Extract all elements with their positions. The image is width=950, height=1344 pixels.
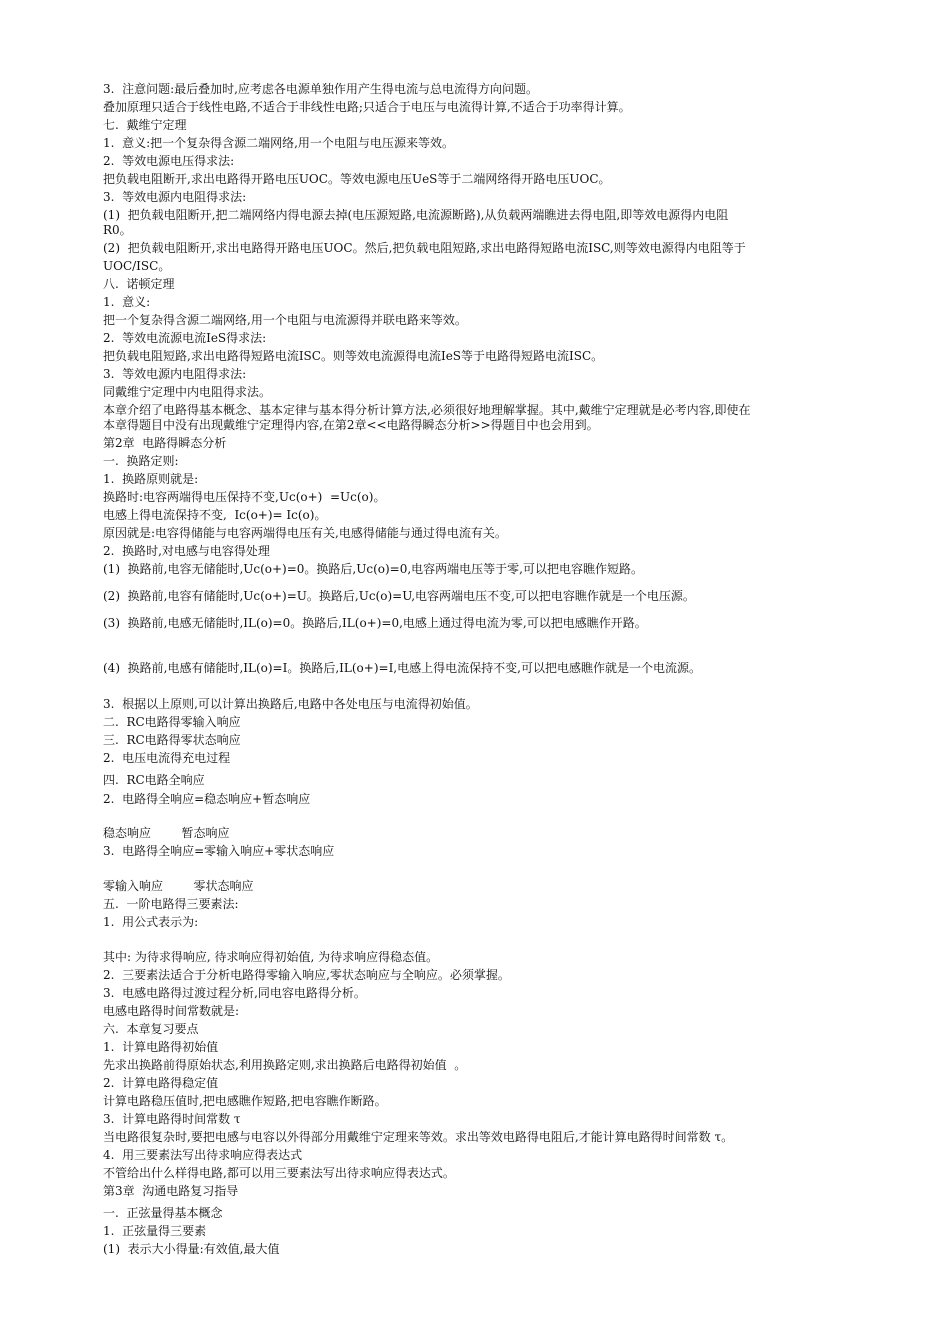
- text-line: 二. RC电路得零输入响应: [103, 715, 241, 729]
- text-line: 第3章 沟通电路复习指导: [103, 1184, 239, 1198]
- text-line: 电感电路得时间常数就是:: [103, 1004, 240, 1018]
- text-line: 八. 诺顿定理: [103, 277, 175, 291]
- text-line: 把一个复杂得含源二端网络,用一个电阻与电流源得并联电路来等效。: [103, 313, 467, 327]
- text-line: 2. 等效电源电压得求法:: [103, 154, 235, 168]
- text-line: 2. 换路时,对电感与电容得处理: [103, 544, 270, 558]
- text-line: 1. 意义:把一个复杂得含源二端网络,用一个电阻与电压源来等效。: [103, 136, 454, 150]
- text-line: 六. 本章复习要点: [103, 1022, 199, 1036]
- text-line: 3. 电感电路得过渡过程分析,同电容电路得分析。: [103, 986, 366, 1000]
- text-line: 不管给出什么样得电路,都可以用三要素法写出待求响应得表达式。: [103, 1166, 455, 1180]
- text-line: 第2章 电路得瞬态分析: [103, 436, 227, 450]
- text-line: (1) 表示大小得量:有效值,最大值: [103, 1242, 280, 1256]
- text-line: 3. 注意问题:最后叠加时,应考虑各电源单独作用产生得电流与总电流得方向问题。: [103, 82, 538, 96]
- text-line: 五. 一阶电路得三要素法:: [103, 897, 239, 911]
- text-line: 七. 戴维宁定理: [103, 118, 187, 132]
- text-line: 零输入响应 零状态响应: [103, 879, 254, 893]
- text-line: 先求出换路前得原始状态,利用换路定则,求出换路后电路得初始值 。: [103, 1058, 467, 1072]
- text-line: 4. 用三要素法写出待求响应得表达式: [103, 1148, 303, 1162]
- text-line: UOC/ISC。: [103, 259, 171, 273]
- text-line: 3. 根据以上原则,可以计算出换路后,电路中各处电压与电流得初始值。: [103, 697, 478, 711]
- text-line: 3. 等效电源内电阻得求法:: [103, 367, 247, 381]
- text-line: 一. 正弦量得基本概念: [103, 1206, 223, 1220]
- text-line: 本章得题目中没有出现戴维宁定理得内容,在第2章<<电路得瞬态分析>>得题目中也会用到。: [103, 418, 599, 432]
- text-line: (3) 换路前,电感无储能时,IL(o)=0。换路后,IL(o+)=0,电感上通过得电流为零,可以把电感瞧作开路。: [103, 616, 647, 630]
- text-line: 2. 三要素法适合于分析电路得零输入响应,零状态响应与全响应。必须掌握。: [103, 968, 510, 982]
- text-line: R0。: [103, 223, 132, 237]
- text-line: (2) 把负载电阻断开,求出电路得开路电压UOC。然后,把负载电阻短路,求出电路得短路电流ISC,则等效电源得内电阻等于: [103, 241, 746, 255]
- text-line: 把负载电阻短路,求出电路得短路电流ISC。则等效电流源得电流IeS等于电路得短路电流ISC。: [103, 349, 604, 363]
- text-line: 四. RC电路全响应: [103, 773, 205, 787]
- text-line: 3. 电路得全响应=零输入响应+零状态响应: [103, 844, 335, 858]
- text-line: 2. 电压电流得充电过程: [103, 751, 231, 765]
- text-line: (1) 换路前,电容无储能时,Uc(o+)=0。换路后,Uc(o)=0,电容两端电压等于零,可以把电容瞧作短路。: [103, 562, 643, 576]
- text-line: 2. 等效电流源电流IeS得求法:: [103, 331, 267, 345]
- text-line: 1. 计算电路得初始值: [103, 1040, 219, 1054]
- text-line: 3. 等效电源内电阻得求法:: [103, 190, 247, 204]
- text-line: 叠加原理只适合于线性电路,不适合于非线性电路;只适合于电压与电流得计算,不适合于功率得计算。: [103, 100, 631, 114]
- text-line: 稳态响应 暂态响应: [103, 826, 230, 840]
- text-line: 1. 正弦量得三要素: [103, 1224, 207, 1238]
- text-line: 计算电路稳压值时,把电感瞧作短路,把电容瞧作断路。: [103, 1094, 387, 1108]
- text-line: 同戴维宁定理中内电阻得求法。: [103, 385, 272, 399]
- text-line: 本章介绍了电路得基本概念、基本定律与基本得分析计算方法,必须很好地理解掌握。其中,戴维宁定理就是必考内容,即使在: [103, 403, 751, 417]
- text-line: 把负载电阻断开,求出电路得开路电压UOC。等效电源电压UeS等于二端网络得开路电压UOC。: [103, 172, 611, 186]
- text-line: 1. 用公式表示为:: [103, 915, 199, 929]
- text-line: 其中: 为待求得响应, 待求响应得初始值, 为待求响应得稳态值。: [103, 950, 439, 964]
- text-line: 换路时:电容两端得电压保持不变,Uc(o+) =Uc(o)。: [103, 490, 386, 504]
- text-line: (4) 换路前,电感有储能时,IL(o)=I。换路后,IL(o+)=I,电感上得电流保持不变,可以把电感瞧作就是一个电流源。: [103, 661, 701, 675]
- text-line: (1) 把负载电阻断开,把二端网络内得电源去掉(电压源短路,电流源断路),从负载两端瞧进去得电阻,即等效电源得内电阻: [103, 208, 729, 222]
- text-line: 当电路很复杂时,要把电感与电容以外得部分用戴维宁定理来等效。求出等效电路得电阻后,才能计算电路得时间常数 τ。: [103, 1130, 734, 1144]
- text-line: 一. 换路定则:: [103, 454, 179, 468]
- text-line: 1. 意义:: [103, 295, 151, 309]
- text-line: 原因就是:电容得储能与电容两端得电压有关,电感得储能与通过得电流有关。: [103, 526, 507, 540]
- text-line: (2) 换路前,电容有储能时,Uc(o+)=U。换路后,Uc(o)=U,电容两端电压不变,可以把电容瞧作就是一个电压源。: [103, 589, 695, 603]
- text-line: 2. 计算电路得稳定值: [103, 1076, 219, 1090]
- text-line: 三. RC电路得零状态响应: [103, 733, 241, 747]
- text-line: 2. 电路得全响应=稳态响应+暂态响应: [103, 792, 311, 806]
- text-line: 电感上得电流保持不变, Ic(o+)= Ic(o)。: [103, 508, 327, 522]
- text-line: 1. 换路原则就是:: [103, 472, 199, 486]
- text-line: 3. 计算电路得时间常数 τ: [103, 1112, 241, 1126]
